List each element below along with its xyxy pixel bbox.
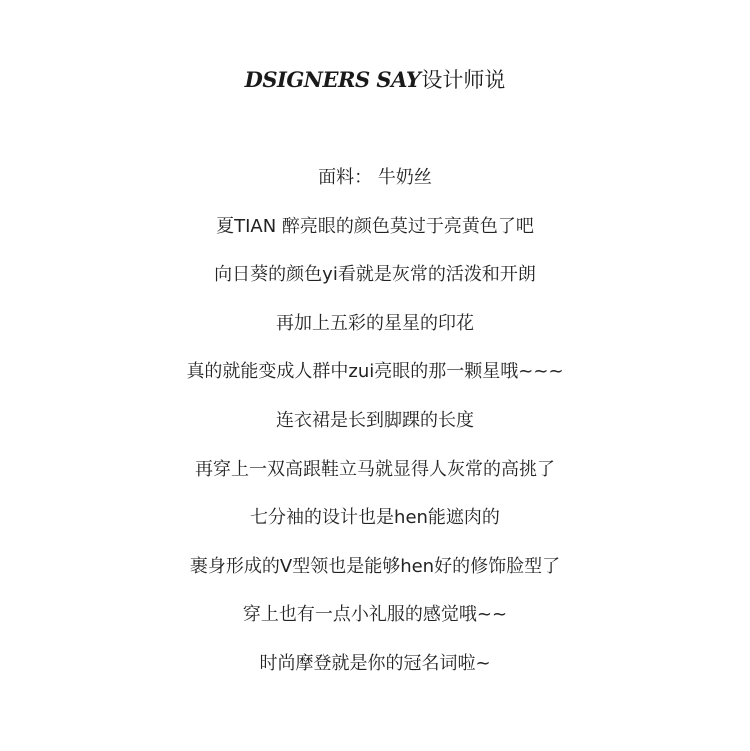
description-line: 时尚摩登就是你的冠名词啦~ [259,652,491,674]
description-line: 裹身形成的V型领也是能够hen好的修饰脸型了 [189,555,561,577]
description-line: 向日葵的颜色yi看就是灰常的活泼和开朗 [214,264,536,286]
description-line: 再加上五彩的星星的印花 [276,312,474,334]
description-line: 真的就能变成人群中zui亮眼的那一颗星哦~~~ [186,361,564,383]
title-cjk: 设计师说 [421,68,506,92]
title-latin: DSIGNERS SAY [244,67,421,92]
description-line: 连衣裙是长到脚踝的长度 [276,409,474,431]
description-line: 夏TIAN 醉亮眼的颜色莫过于亮黄色了吧 [216,215,534,237]
page-title [0,64,750,99]
description-line: 穿上也有一点小礼服的感觉哦~~ [242,604,508,626]
description-line: 七分袖的设计也是hen能遮肉的 [250,507,500,529]
fabric-line: 面料： 牛奶丝 [318,167,432,188]
description-lines [0,160,750,695]
description-line: 再穿上一双高跟鞋立马就显得人灰常的高挑了 [195,458,555,480]
